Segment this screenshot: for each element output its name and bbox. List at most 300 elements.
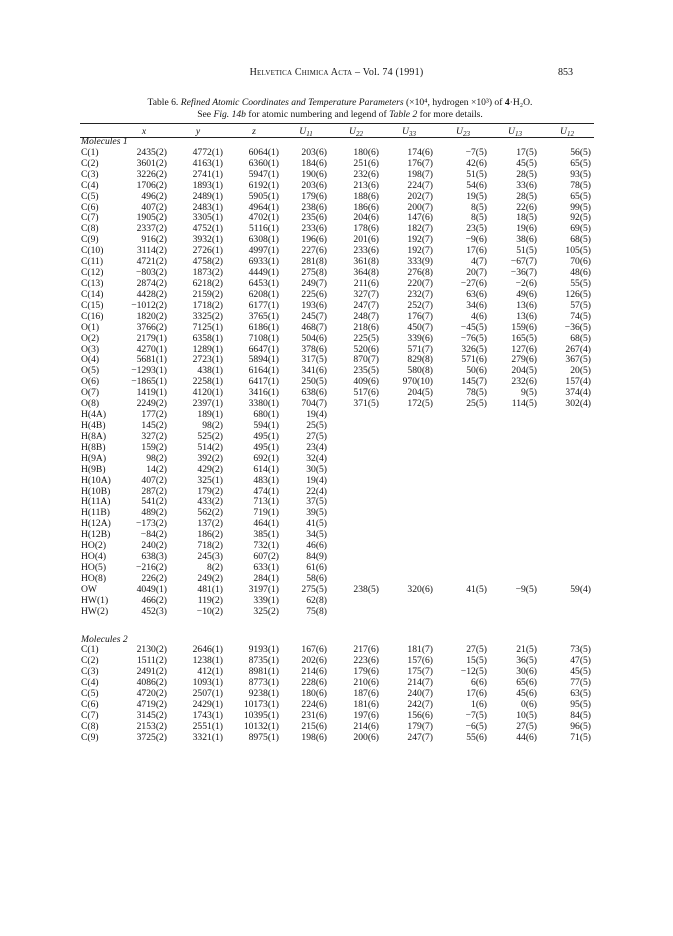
cell-z: 5947(1) bbox=[248, 168, 279, 180]
cell-u33: 829(8) bbox=[407, 354, 433, 366]
cell-u11: 37(5) bbox=[306, 496, 327, 508]
cell-atom: C(10) bbox=[81, 245, 104, 257]
cell-u12: 68(5) bbox=[570, 332, 591, 344]
cell-x: 496(2) bbox=[141, 190, 167, 202]
cell-y: 481(1) bbox=[197, 583, 223, 595]
cell-z: 6177(1) bbox=[248, 299, 279, 311]
cell-z: 732(1) bbox=[253, 540, 279, 552]
cell-u13: 0(6) bbox=[521, 699, 537, 711]
cell-u33: 200(7) bbox=[407, 201, 433, 213]
cell-y: 433(2) bbox=[197, 496, 223, 508]
cell-u12: 95(5) bbox=[570, 699, 591, 711]
cell-u33: 220(7) bbox=[407, 277, 433, 289]
cell-u22 bbox=[330, 596, 382, 607]
cell-u11: 378(6) bbox=[301, 343, 327, 355]
cell-x: 4428(2) bbox=[136, 288, 167, 300]
cell-y: 1718(2) bbox=[192, 299, 223, 311]
cell-u12 bbox=[540, 410, 594, 421]
caption-line-2 bbox=[80, 109, 600, 121]
cell-x: 3145(2) bbox=[136, 710, 167, 722]
cell-u13: 127(6) bbox=[511, 343, 537, 355]
cell-z: 495(1) bbox=[253, 441, 279, 453]
cell-u12 bbox=[540, 519, 594, 530]
cell-u23 bbox=[436, 497, 490, 508]
cell-u13: 9(5) bbox=[521, 387, 537, 399]
cell-y: 2723(1) bbox=[192, 354, 223, 366]
cell-x: 287(2) bbox=[141, 485, 167, 497]
caption-compound: 4 bbox=[504, 97, 510, 108]
cell-u12: 93(5) bbox=[570, 168, 591, 180]
table-row bbox=[80, 596, 594, 607]
cell-u11: 27(5) bbox=[306, 430, 327, 442]
cell-x: 3226(2) bbox=[136, 168, 167, 180]
col-z-header: z bbox=[252, 125, 256, 137]
cell-u13: 159(6) bbox=[511, 321, 537, 333]
cell-atom: HO(5) bbox=[81, 561, 107, 573]
cell-z: 719(1) bbox=[253, 507, 279, 519]
cell-x: 1511(2) bbox=[136, 655, 167, 667]
cell-u12 bbox=[540, 563, 594, 574]
cell-u11: 25(5) bbox=[306, 419, 327, 431]
cell-x: 98(2) bbox=[146, 452, 167, 464]
cell-z: 10132(1) bbox=[243, 720, 279, 732]
cell-u33 bbox=[382, 476, 436, 487]
cell-u22: 232(6) bbox=[353, 168, 379, 180]
cell-u23 bbox=[436, 465, 490, 476]
cell-y: 2489(1) bbox=[192, 190, 223, 202]
cell-x: 2874(2) bbox=[136, 277, 167, 289]
cell-x: 407(2) bbox=[141, 474, 167, 486]
cell-u11: 32(4) bbox=[306, 452, 327, 464]
cell-u33 bbox=[382, 519, 436, 530]
cell-u33 bbox=[382, 607, 436, 618]
cell-u33: 174(6) bbox=[407, 146, 433, 158]
cell-u11: 19(4) bbox=[306, 409, 327, 421]
cell-u22 bbox=[330, 607, 382, 618]
cell-u12: 70(6) bbox=[570, 256, 591, 268]
cell-u11: 224(6) bbox=[301, 699, 327, 711]
cell-u13 bbox=[490, 541, 540, 552]
cell-y: 1743(1) bbox=[192, 710, 223, 722]
cell-y: 718(2) bbox=[197, 540, 223, 552]
cell-u22: 361(8) bbox=[353, 256, 379, 268]
header-row bbox=[80, 125, 594, 137]
cell-u12 bbox=[540, 541, 594, 552]
cell-u11: 228(6) bbox=[301, 677, 327, 689]
cell-z: 3380(1) bbox=[248, 398, 279, 410]
cell-z: 10395(1) bbox=[243, 710, 279, 722]
cell-atom: C(8) bbox=[81, 223, 99, 235]
cell-u23: 42(6) bbox=[466, 157, 487, 169]
col-u33-header: $U_{33}$ bbox=[402, 125, 416, 138]
cell-atom: OW bbox=[81, 583, 97, 595]
cell-z: 8773(1) bbox=[248, 677, 279, 689]
cell-u33: 192(7) bbox=[407, 234, 433, 246]
cell-u23 bbox=[436, 607, 490, 618]
cell-u23 bbox=[436, 487, 490, 498]
cell-x: −84(2) bbox=[140, 529, 167, 541]
cell-y: 249(2) bbox=[197, 572, 223, 584]
caption-title: Refined Atomic Coordinates and Temperature Parameters bbox=[180, 97, 404, 108]
cell-u13: 44(6) bbox=[516, 731, 537, 743]
cell-u22: 178(6) bbox=[353, 223, 379, 235]
cell-x: 2435(2) bbox=[136, 146, 167, 158]
cell-u12: −36(5) bbox=[564, 321, 591, 333]
cell-y: 7125(1) bbox=[192, 321, 223, 333]
cell-u13: 28(5) bbox=[516, 168, 537, 180]
cell-y: 325(1) bbox=[197, 474, 223, 486]
cell-u13: 279(6) bbox=[511, 354, 537, 366]
cell-u13: 204(5) bbox=[511, 365, 537, 377]
cell-u11: 233(6) bbox=[301, 223, 327, 235]
cell-u12: 302(4) bbox=[565, 398, 591, 410]
cell-u23 bbox=[436, 443, 490, 454]
cell-u23: −7(5) bbox=[465, 146, 487, 158]
cell-u12: 77(5) bbox=[570, 677, 591, 689]
cell-u13: 27(5) bbox=[516, 720, 537, 732]
cell-u33: 181(7) bbox=[407, 644, 433, 656]
cell-u11: 504(6) bbox=[301, 332, 327, 344]
cell-u22: 186(6) bbox=[353, 201, 379, 213]
cell-y: 1289(1) bbox=[192, 343, 223, 355]
cell-u13 bbox=[490, 410, 540, 421]
cell-u23: 17(6) bbox=[466, 688, 487, 700]
cell-x: 638(3) bbox=[141, 551, 167, 563]
cell-u23 bbox=[436, 476, 490, 487]
cell-u22: 223(6) bbox=[353, 655, 379, 667]
caption-see: See bbox=[197, 109, 212, 120]
cell-x: −1012(2) bbox=[131, 299, 167, 311]
cell-y: 1873(2) bbox=[192, 267, 223, 279]
cell-y: 525(2) bbox=[197, 430, 223, 442]
cell-u12: 20(5) bbox=[570, 365, 591, 377]
cell-x: −173(2) bbox=[136, 518, 167, 530]
cell-z: 4997(1) bbox=[248, 245, 279, 257]
cell-u33: 240(7) bbox=[407, 688, 433, 700]
cell-u22: 218(6) bbox=[353, 321, 379, 333]
cell-u12: 74(5) bbox=[570, 310, 591, 322]
cell-u11: 193(6) bbox=[301, 299, 327, 311]
cell-u11: 317(5) bbox=[301, 354, 327, 366]
cell-x: 466(2) bbox=[141, 594, 167, 606]
cell-u22: 371(5) bbox=[353, 398, 379, 410]
cell-x: −1865(1) bbox=[131, 376, 167, 388]
cell-x: 2130(2) bbox=[136, 644, 167, 656]
cell-atom: C(9) bbox=[81, 234, 99, 246]
cell-x: 3114(2) bbox=[136, 245, 167, 257]
cell-u13: 13(6) bbox=[516, 299, 537, 311]
cell-x: 4270(1) bbox=[136, 343, 167, 355]
cell-u12: 267(4) bbox=[565, 343, 591, 355]
cell-atom: H(8B) bbox=[81, 441, 106, 453]
cell-u33: 157(6) bbox=[407, 655, 433, 667]
cell-u13: −67(7) bbox=[510, 256, 537, 268]
cell-u13: 114(5) bbox=[511, 398, 537, 410]
cell-u23: 145(7) bbox=[461, 376, 487, 388]
cell-atom: H(11A) bbox=[81, 496, 111, 508]
cell-u33 bbox=[382, 530, 436, 541]
cell-y: 119(2) bbox=[197, 594, 223, 606]
cell-u12 bbox=[540, 421, 594, 432]
cell-u22 bbox=[330, 552, 382, 563]
cell-u13: 45(6) bbox=[516, 688, 537, 700]
cell-u33 bbox=[382, 596, 436, 607]
cell-u22 bbox=[330, 497, 382, 508]
coordinates-table bbox=[80, 125, 594, 744]
cell-u11: 180(6) bbox=[301, 688, 327, 700]
cell-x: 1706(2) bbox=[136, 179, 167, 191]
cell-u22 bbox=[330, 443, 382, 454]
col-y-header: y bbox=[195, 125, 201, 137]
cell-u13: 30(6) bbox=[516, 666, 537, 678]
cell-u13 bbox=[490, 530, 540, 541]
cell-u22 bbox=[330, 519, 382, 530]
cell-z: 385(1) bbox=[253, 529, 279, 541]
cell-u13 bbox=[490, 563, 540, 574]
cell-atom: H(11B) bbox=[81, 507, 110, 519]
cell-u12 bbox=[540, 607, 594, 618]
cell-u11: 179(6) bbox=[301, 190, 327, 202]
cell-u33: 179(7) bbox=[407, 720, 433, 732]
cell-u13 bbox=[490, 465, 540, 476]
cell-u23 bbox=[436, 519, 490, 530]
cell-z: 6417(1) bbox=[248, 376, 279, 388]
cell-u11: 468(7) bbox=[301, 321, 327, 333]
cell-x: 14(2) bbox=[146, 463, 167, 475]
cell-u11: 638(6) bbox=[301, 387, 327, 399]
cell-x: −216(2) bbox=[136, 561, 167, 573]
cell-u12: 73(5) bbox=[570, 644, 591, 656]
cell-z: 8975(1) bbox=[248, 731, 279, 743]
cell-x: 145(2) bbox=[141, 419, 167, 431]
cell-u12: 157(4) bbox=[565, 376, 591, 388]
cell-u13: 17(5) bbox=[516, 146, 537, 158]
cell-z: 3416(1) bbox=[248, 387, 279, 399]
cell-u12 bbox=[540, 465, 594, 476]
cell-x: 916(2) bbox=[141, 234, 167, 246]
cell-y: 4120(1) bbox=[192, 387, 223, 399]
cell-u11: 281(8) bbox=[301, 256, 327, 268]
cell-y: 179(2) bbox=[197, 485, 223, 497]
cell-u13: 232(6) bbox=[511, 376, 537, 388]
cell-y: 1238(1) bbox=[192, 655, 223, 667]
cell-u33: 232(7) bbox=[407, 288, 433, 300]
table-row bbox=[80, 323, 594, 334]
cell-z: 6186(1) bbox=[248, 321, 279, 333]
table-row bbox=[80, 465, 594, 476]
cell-u33: 175(7) bbox=[407, 666, 433, 678]
cell-z: 680(1) bbox=[253, 409, 279, 421]
cell-u23: 19(5) bbox=[466, 190, 487, 202]
cell-u23 bbox=[436, 410, 490, 421]
cell-u12 bbox=[540, 530, 594, 541]
cell-atom: O(1) bbox=[81, 321, 100, 333]
cell-u23 bbox=[436, 596, 490, 607]
cell-u33 bbox=[382, 465, 436, 476]
cell-u11: 235(6) bbox=[301, 212, 327, 224]
cell-u11: 75(8) bbox=[306, 605, 327, 617]
cell-u33 bbox=[382, 552, 436, 563]
cell-x: 327(2) bbox=[141, 430, 167, 442]
cell-u12: 56(5) bbox=[570, 146, 591, 158]
cell-u11: 231(6) bbox=[301, 710, 327, 722]
cell-atom: O(6) bbox=[81, 376, 100, 388]
cell-u22: 188(6) bbox=[353, 190, 379, 202]
cell-u13 bbox=[490, 432, 540, 443]
cell-x: −803(2) bbox=[136, 267, 167, 279]
cell-y: 3932(1) bbox=[192, 234, 223, 246]
cell-z: 713(1) bbox=[253, 496, 279, 508]
cell-z: 464(1) bbox=[253, 518, 279, 530]
cell-u33: 339(6) bbox=[407, 332, 433, 344]
cell-u23: 8(5) bbox=[471, 212, 487, 224]
cell-y: 3325(2) bbox=[192, 310, 223, 322]
cell-u22: 327(7) bbox=[353, 288, 379, 300]
cell-u12: 65(5) bbox=[570, 190, 591, 202]
cell-atom: C(12) bbox=[81, 267, 104, 279]
cell-atom: HO(2) bbox=[81, 540, 107, 552]
cell-y: 2159(2) bbox=[192, 288, 223, 300]
col-u23-header: $U_{23}$ bbox=[456, 125, 470, 138]
cell-u11: 249(7) bbox=[301, 277, 327, 289]
cell-u11: 214(6) bbox=[301, 666, 327, 678]
cell-x: 226(2) bbox=[141, 572, 167, 584]
cell-atom: C(6) bbox=[81, 201, 99, 213]
cell-y: 2258(1) bbox=[192, 376, 223, 388]
cell-u23: 17(6) bbox=[466, 245, 487, 257]
cell-atom: O(3) bbox=[81, 343, 100, 355]
table-body bbox=[80, 137, 594, 744]
cell-u13 bbox=[490, 421, 540, 432]
cell-z: 5116(1) bbox=[248, 223, 279, 235]
cell-atom: C(2) bbox=[81, 655, 99, 667]
cell-x: 452(3) bbox=[141, 605, 167, 617]
table-row bbox=[80, 733, 594, 744]
cell-u12: 63(5) bbox=[570, 688, 591, 700]
cell-u23: 571(6) bbox=[461, 354, 487, 366]
cell-u33 bbox=[382, 432, 436, 443]
cell-u23 bbox=[436, 541, 490, 552]
cell-u22: 233(6) bbox=[353, 245, 379, 257]
cell-z: 6208(1) bbox=[248, 288, 279, 300]
cell-u11: 58(6) bbox=[306, 572, 327, 584]
cell-x: 489(2) bbox=[141, 507, 167, 519]
cell-u12 bbox=[540, 432, 594, 443]
cell-atom: O(4) bbox=[81, 354, 100, 366]
cell-u23: −7(5) bbox=[465, 710, 487, 722]
cell-atom: C(2) bbox=[81, 157, 99, 169]
cell-y: 98(2) bbox=[202, 419, 223, 431]
cell-atom: HW(1) bbox=[81, 594, 109, 606]
cell-atom: HW(2) bbox=[81, 605, 109, 617]
cell-x: 4049(1) bbox=[136, 583, 167, 595]
cell-atom: C(3) bbox=[81, 666, 99, 678]
cell-z: 7108(1) bbox=[248, 332, 279, 344]
cell-y: 2551(1) bbox=[192, 720, 223, 732]
cell-u23: 23(5) bbox=[466, 223, 487, 235]
cell-atom: O(8) bbox=[81, 398, 100, 410]
cell-u33: 247(7) bbox=[407, 731, 433, 743]
cell-y: 189(1) bbox=[197, 409, 223, 421]
cell-z: 6064(1) bbox=[248, 146, 279, 158]
cell-z: 483(1) bbox=[253, 474, 279, 486]
cell-z: 474(1) bbox=[253, 485, 279, 497]
cell-u12 bbox=[540, 497, 594, 508]
cell-u12: 105(5) bbox=[565, 245, 591, 257]
cell-y: 137(2) bbox=[197, 518, 223, 530]
cell-z: 4702(1) bbox=[248, 212, 279, 224]
table-row bbox=[80, 181, 594, 192]
cell-u22: 179(6) bbox=[353, 666, 379, 678]
section-spacer bbox=[80, 618, 594, 635]
cell-atom: H(9A) bbox=[81, 452, 107, 464]
cell-u22 bbox=[330, 530, 382, 541]
cell-u12: 71(5) bbox=[570, 731, 591, 743]
cell-u13: −36(7) bbox=[510, 267, 537, 279]
cell-x: 1419(1) bbox=[136, 387, 167, 399]
cell-z: 9193(1) bbox=[248, 644, 279, 656]
cell-y: 412(1) bbox=[197, 666, 223, 678]
cell-z: 495(1) bbox=[253, 430, 279, 442]
cell-u11: 190(6) bbox=[301, 168, 327, 180]
cell-u22 bbox=[330, 487, 382, 498]
cell-u13 bbox=[490, 607, 540, 618]
cell-y: 4163(1) bbox=[192, 157, 223, 169]
cell-u22: 217(6) bbox=[353, 644, 379, 656]
cell-atom: O(7) bbox=[81, 387, 100, 399]
cell-u11: 61(6) bbox=[306, 561, 327, 573]
caption-label: Table 6. bbox=[147, 97, 179, 108]
cell-z: 4449(1) bbox=[248, 267, 279, 279]
cell-u23: 20(7) bbox=[466, 267, 487, 279]
cell-u11: 202(6) bbox=[301, 655, 327, 667]
cell-u33: 202(7) bbox=[407, 190, 433, 202]
cell-u23: 8(5) bbox=[471, 201, 487, 213]
cell-x: 2491(2) bbox=[136, 666, 167, 678]
cell-x: 4721(2) bbox=[136, 256, 167, 268]
cell-u33 bbox=[382, 421, 436, 432]
cell-y: 429(2) bbox=[197, 463, 223, 475]
cell-u13 bbox=[490, 476, 540, 487]
cell-x: 4086(2) bbox=[136, 677, 167, 689]
cell-u33 bbox=[382, 410, 436, 421]
cell-atom: HO(4) bbox=[81, 551, 107, 563]
cell-u11: 30(5) bbox=[306, 463, 327, 475]
cell-x: 2337(2) bbox=[136, 223, 167, 235]
cell-u12: 78(5) bbox=[570, 179, 591, 191]
cell-u11: 704(7) bbox=[301, 398, 327, 410]
cell-u22 bbox=[330, 421, 382, 432]
cell-u22 bbox=[330, 454, 382, 465]
cell-u23 bbox=[436, 563, 490, 574]
cell-u11: 22(4) bbox=[306, 485, 327, 497]
cell-u12: 45(5) bbox=[570, 666, 591, 678]
page-number: 853 bbox=[558, 67, 573, 78]
cell-y: 562(2) bbox=[197, 507, 223, 519]
cell-u13: 28(5) bbox=[516, 190, 537, 202]
cell-z: 5905(1) bbox=[248, 190, 279, 202]
cell-u13: 22(6) bbox=[516, 201, 537, 213]
cell-u23: 41(5) bbox=[466, 583, 487, 595]
cell-z: 6308(1) bbox=[248, 234, 279, 246]
cell-u22: 214(6) bbox=[353, 720, 379, 732]
cell-y: 2429(1) bbox=[192, 699, 223, 711]
cell-u22: 364(8) bbox=[353, 267, 379, 279]
cell-u12: 48(6) bbox=[570, 267, 591, 279]
cell-u23 bbox=[436, 454, 490, 465]
cell-u22: 251(6) bbox=[353, 157, 379, 169]
cell-x: 541(2) bbox=[141, 496, 167, 508]
